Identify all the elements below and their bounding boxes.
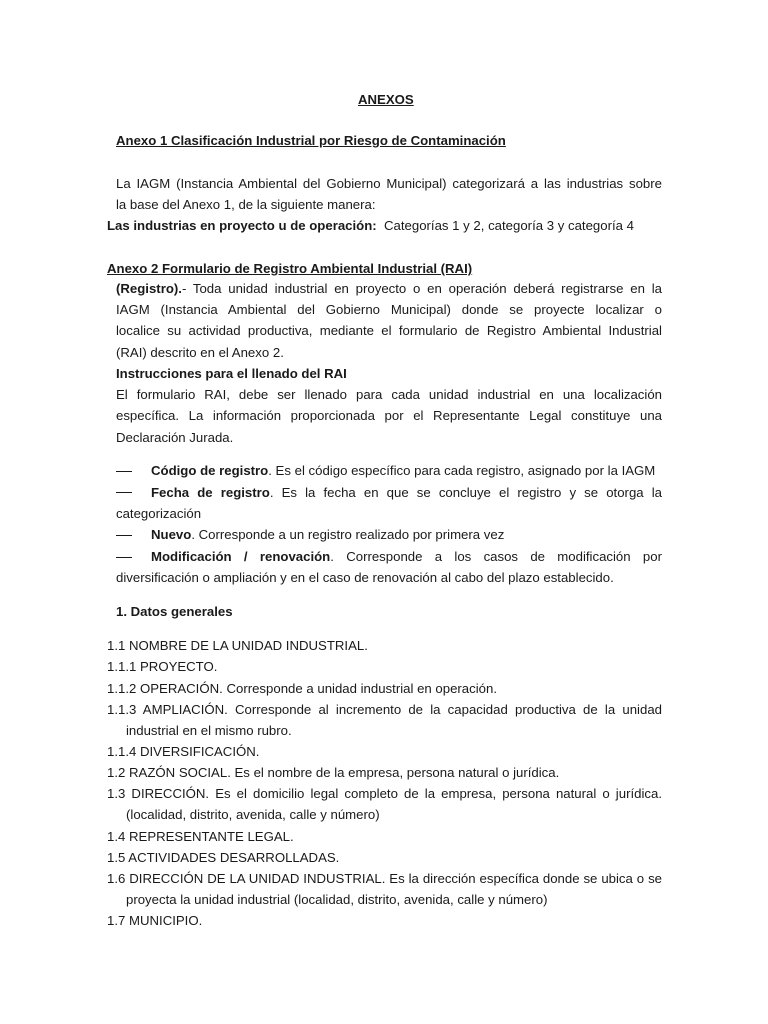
definition-continuation: diversificación o ampliación y en el caso de renovación al cabo del plazo establecido. xyxy=(116,570,614,585)
instructions-line: específica. La información proporcionada por el Representante Legal constituye una xyxy=(116,408,662,423)
list-item: 1.1.4 DIVERSIFICACIÓN. xyxy=(107,744,260,759)
list-item: 1.3 DIRECCIÓN. Es el domicilio legal completo de la empresa, persona natural o jurídica. xyxy=(107,786,662,801)
list-item: 1.1.1 PROYECTO. xyxy=(107,659,218,674)
definition-item xyxy=(151,549,662,565)
registro-text: - Toda unidad industrial en proyecto o en operación deberá registrarse en la xyxy=(181,281,662,296)
list-dash xyxy=(116,492,132,493)
definition-text: . Corresponde a un registro realizado por primera vez xyxy=(191,527,505,542)
instructions-line: El formulario RAI, debe ser llenado para cada unidad industrial en una localización xyxy=(116,387,662,402)
annex1-paragraph-line: la base del Anexo 1, de la siguiente manera: xyxy=(116,197,376,212)
instructions-line: Declaración Jurada. xyxy=(116,430,234,445)
annex2-heading: Anexo 2 Formulario de Registro Ambiental Industrial (RAI) xyxy=(107,261,473,276)
list-item: 1.1 NOMBRE DE LA UNIDAD INDUSTRIAL. xyxy=(107,638,368,653)
list-dash xyxy=(116,471,132,472)
list-item: 1.1.2 OPERACIÓN. Corresponde a unidad industrial en operación. xyxy=(107,681,497,696)
definition-text: . Corresponde a los casos de modificación por xyxy=(330,549,662,564)
annex2-paragraph-line: (RAI) descrito en el Anexo 2. xyxy=(116,345,284,360)
definition-term: Código de registro xyxy=(151,463,269,478)
definition-continuation: categorización xyxy=(116,506,202,521)
definition-item xyxy=(151,527,504,543)
definition-term: Modificación / renovación xyxy=(151,549,331,564)
list-dash xyxy=(116,557,132,558)
categories-value: Categorías 1 y 2, categoría 3 y categoría 4 xyxy=(384,218,634,233)
definition-text: . Es el código específico para cada registro, asignado por la IAGM xyxy=(268,463,656,478)
list-item: 1.5 ACTIVIDADES DESARROLLADAS. xyxy=(107,850,340,865)
definition-text: . Es la fecha en que se concluye el registro y se otorga la xyxy=(269,485,662,500)
instructions-heading: Instrucciones para el llenado del RAI xyxy=(116,366,347,381)
list-item: 1.7 MUNICIPIO. xyxy=(107,913,203,928)
list-item-continuation: proyecta la unidad industrial (localidad, distrito, avenida, calle y número) xyxy=(126,892,548,907)
definition-item xyxy=(151,485,662,501)
list-item-continuation: industrial en el mismo rubro. xyxy=(126,723,292,738)
annex2-paragraph-line: IAGM (Instancia Ambiental del Gobierno Municipal) donde se proyecte localizar o xyxy=(116,302,662,317)
annex1-heading: Anexo 1 Clasificación Industrial por Riesgo de Contaminación xyxy=(116,133,506,148)
annex1-categories xyxy=(107,218,634,234)
annex2-paragraph-line xyxy=(116,281,662,297)
annex1-paragraph-line: La IAGM (Instancia Ambiental del Gobierno Municipal) categorizará a las industrias sobre xyxy=(116,176,662,191)
list-item-continuation: (localidad, distrito, avenida, calle y número) xyxy=(126,807,380,822)
definition-term: Fecha de registro xyxy=(151,485,270,500)
definition-item xyxy=(151,463,655,479)
definition-term: Nuevo xyxy=(151,527,192,542)
list-item: 1.2 RAZÓN SOCIAL. Es el nombre de la empresa, persona natural o jurídica. xyxy=(107,765,560,780)
annex2-paragraph-line: localice su actividad productiva, mediante el formulario de Registro Ambiental Industrial xyxy=(116,323,662,338)
list-item: 1.1.3 AMPLIACIÓN. Corresponde al incremento de la capacidad productiva de la unidad xyxy=(107,702,662,717)
list-item: 1.4 REPRESENTANTE LEGAL. xyxy=(107,829,294,844)
categories-label: Las industrias en proyecto u de operación: xyxy=(107,218,377,233)
registro-label: (Registro). xyxy=(116,281,182,296)
section1-heading: 1. Datos generales xyxy=(116,604,233,619)
page-title: ANEXOS xyxy=(358,92,414,107)
list-dash xyxy=(116,535,132,536)
list-item: 1.6 DIRECCIÓN DE LA UNIDAD INDUSTRIAL. Es la dirección específica donde se ubica o se xyxy=(107,871,662,886)
